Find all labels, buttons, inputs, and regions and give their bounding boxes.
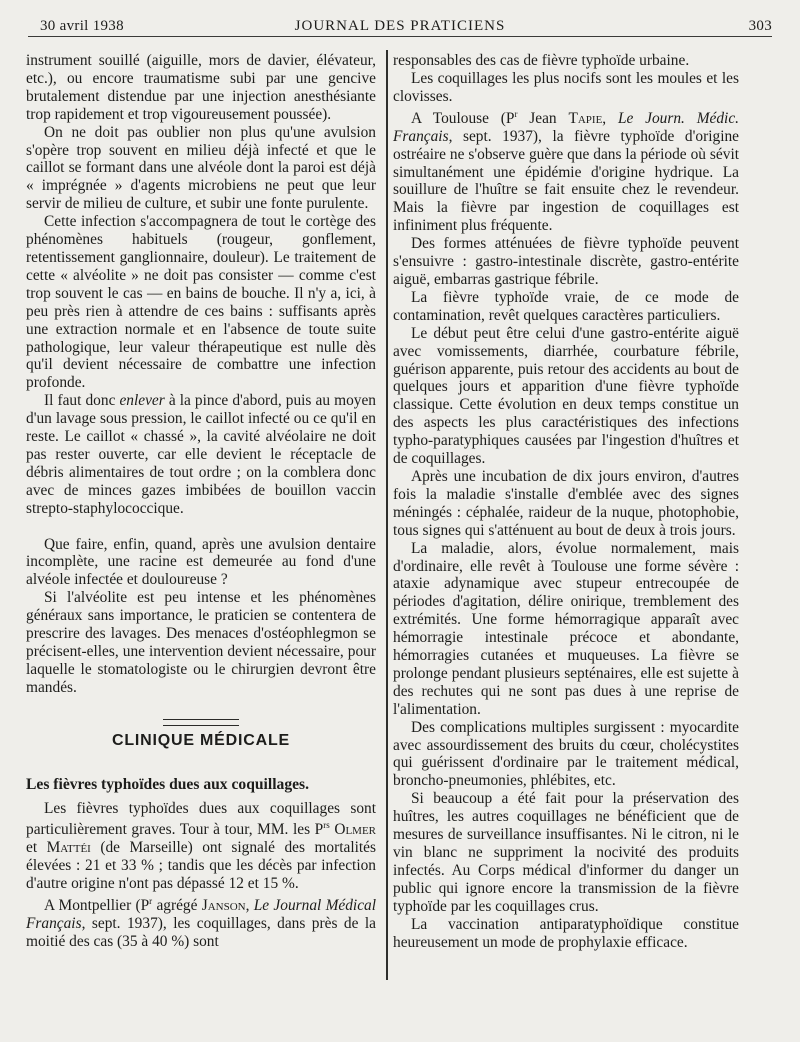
paragraph: On ne doit pas oublier non plus qu'une avulsion s'opère trop souvent en milieu déjà infecté et que le caillot se formant dans une alvéole dont la paroi est déjà « imprégnée » d'agents microbiens ne peut que leur servir de milieu de culture, et subir une fonte purulente. xyxy=(26,123,376,213)
left-column xyxy=(26,52,376,951)
right-column xyxy=(393,52,739,951)
paragraph: Si beaucoup a été fait pour la préservation des huîtres, les autres coquillages ne bénéficient que de mesures de surveillance insuffisantes. Ni le citron, ni le vin blanc ne suppriment la nocivité des produits infectés. Au Corps médical d'informer du danger un public qui ignore encore la transmission de la fièvre typhoïde par les coquillages crus. xyxy=(393,790,739,915)
paragraph: La maladie, alors, évolue normalement, mais d'ordinaire, elle revêt à Toulouse une forme sévère : ataxie adynamique avec stupeur entrecoupée de périodes d'agitation, délire onirique, tremblement des extrémités. Une forme hémorragique apparaît avec hémorragie intestinale précoce et abondante, hémorragies cutanées et muqueuses. La fièvre se prolonge pendant plusieurs septénaires, elle est sujette à des rechutes qui ne sont pas dues à une reprise de l'alimentation. xyxy=(393,539,739,718)
paragraph: A Montpellier ($P^r$ agrégé Janson, Le Journal Médical Français, sept. 1937), les coquillages, dans près de la moitié des cas (35 à 40 %) sont xyxy=(26,896,376,951)
article-title: Les fièvres typhoïdes dues aux coquillages. xyxy=(26,775,310,793)
paragraph: instrument souillé (aiguille, mors de davier, élévateur, etc.), ou encore traumatisme subi par une gencive brutalement distendue par une injection anesthésiante trop rapidement et trop vigoureusement poussée). xyxy=(26,52,376,123)
paragraph: Des formes atténuées de fièvre typhoïde peuvent s'ensuivre : gastro-intestinale discrète, gastro-entérite aiguë, embarras gastrique fébrile. xyxy=(393,235,739,288)
column-rule xyxy=(386,50,388,980)
paragraph: Après une incubation de dix jours environ, d'autres fois la maladie s'installe d'emblée avec des signes méningés : céphalée, raideur de la nuque, photophobie, tous signes qui s'atténuent au bout de deux à trois jours. xyxy=(393,467,739,539)
paragraph: Si l'alvéolite est peu intense et les phénomènes généraux sans importance, le praticien se contentera de prescrire des lavages. Des menaces d'ostéophlegmon se précisent-elles, une intervention devient nécessaire, pour laquelle le stomatologiste ou le chirurgien devront être mandés. xyxy=(26,589,376,696)
paragraph: responsables des cas de fièvre typhoïde urbaine. xyxy=(393,52,690,69)
paragraph: Des complications multiples surgissent : myocardite avec assourdissement des bruits du cœur, cholécystites qui guérissent d'ordinaire par le traitement médical, broncho-pneumonies, phlébites, etc. xyxy=(393,718,739,790)
paragraph: La vaccination antiparatyphoïdique constitue heureusement un mode de prophylaxie efficace. xyxy=(393,915,739,951)
paragraph: Les fièvres typhoïdes dues aux coquillages sont particulièrement graves. Tour à tour, MM. les $P^{rs}$ Olmer et Mattéi (de Marseille) ont signalé des mortalités élevées : 21 et 33 % ; tandis que les décès par infection d'autre origine n'ont pas dépassé 12 et 15 %. xyxy=(26,799,376,893)
header-journal-title: JOURNAL DES PRATICIENS xyxy=(294,18,506,34)
section-title: CLINIQUE MÉDICALE xyxy=(111,731,291,749)
paragraph: A Toulouse ($P^r$ Jean Tapie, Le Journ. Médic. Français, sept. 1937), la fièvre typhoïde d'origine ostréaire ne s'observe guère que dans la période où sévit simultanément une épidémie d'origine hydrique. La souillure de l'huître se fait ensuite chez le revendeur. Mais la fièvre par ingestion de coquillages est infiniment plus fréquente. xyxy=(393,108,739,235)
header-page-number: 303 xyxy=(748,18,772,34)
section-separator xyxy=(163,719,239,726)
header-rule xyxy=(28,36,772,37)
paragraph: Que faire, enfin, quand, après une avulsion dentaire incomplète, une racine est demeurée au fond d'une alvéole infectée et douloureuse ? xyxy=(26,535,376,589)
paragraph: Il faut donc enlever à la pince d'abord, puis au moyen d'un lavage sous pression, le caillot infecté ou ce qu'il en reste. Le caillot « chassé », la cavité alvéolaire ne doit pas rester ouverte, car elle devient le réceptacle de débris alimentaires de tout ordre ; on la comblera donc avec de minces gazes imbibées de bouillon vaccin strepto-staphylococcique. xyxy=(26,392,376,517)
paragraph: Cette infection s'accompagnera de tout le cortège des phénomènes habituels (rougeur, gonflement, retentissement ganglionnaire, douleur). Le traitement de cette « alvéolite » ne doit pas consister — comme c'est trop souvent le cas — en bains de bouche. Il n'y a, ici, à peu près rien à attendre de ces bains : suffisants après une extraction normale et en l'absence de toute suite pathologique, leur valeur thérapeutique est nulle dès qu'il devient nécessaire de combattre une infection profonde. xyxy=(26,213,376,392)
header-date: 30 avril 1938 xyxy=(40,18,124,34)
paragraph: Les coquillages les plus nocifs sont les moules et les clovisses. xyxy=(393,69,739,105)
paragraph: La fièvre typhoïde vraie, de ce mode de contamination, revêt quelques caractères particuliers. xyxy=(393,288,739,324)
paragraph: Le début peut être celui d'une gastro-entérite aiguë avec vomissements, diarrhée, courbature fébrile, guérison apparente, puis retour des accidents au bout de quelques jours et apparition d'une fièvre typhoïde classique. Cette évolution en deux temps constitue un des aspects les plus caractéristiques des infections typho-paratyphiques causées par l'ingestion d'huîtres et de coquillages. xyxy=(393,324,739,468)
